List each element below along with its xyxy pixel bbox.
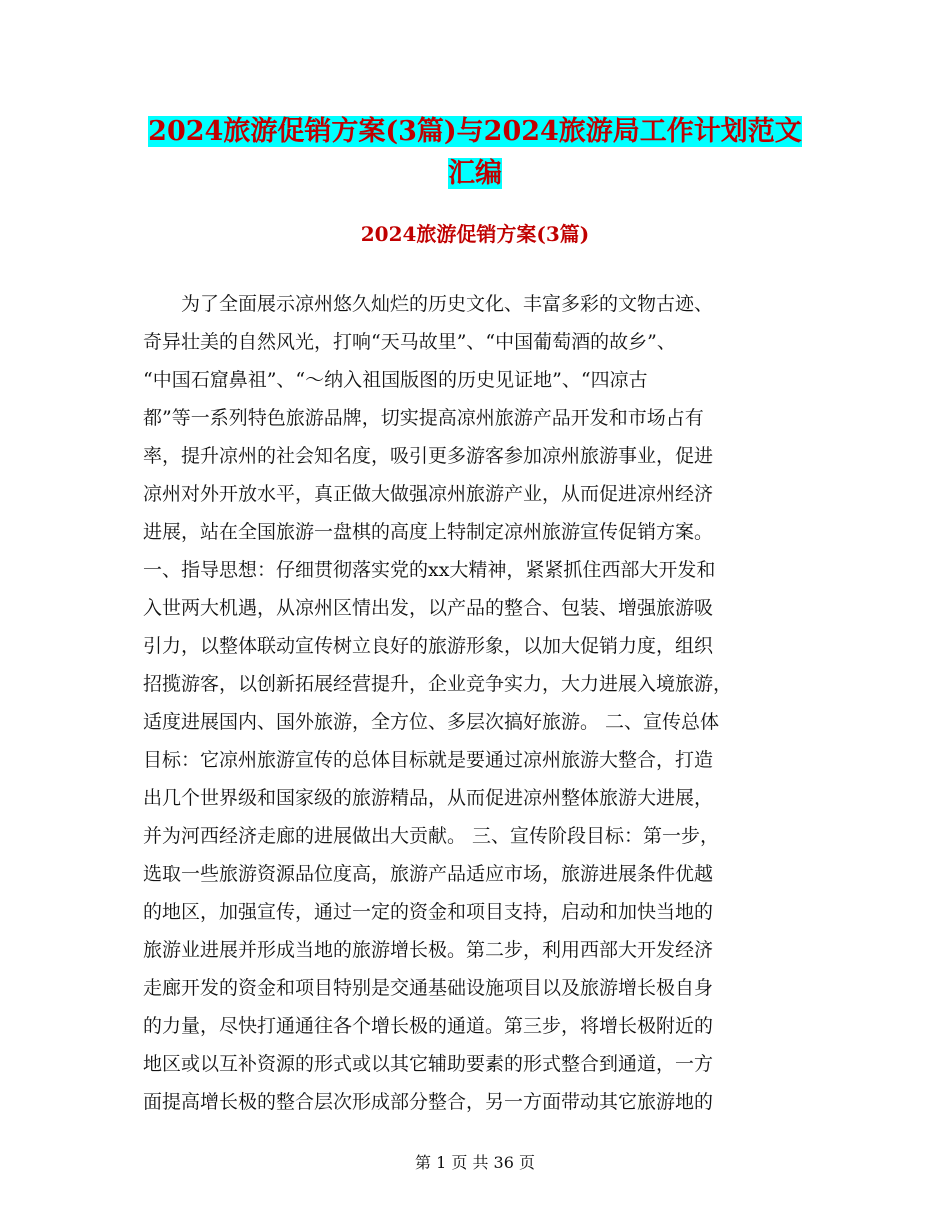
document-title-text-1: 2024旅游促销方案(3篇)与2024旅游局工作计划范文 (148, 116, 802, 147)
document-title-text-2: 汇编 (448, 158, 502, 189)
body-line: 的力量，尽快打通通往各个增长极的通道。第三步，将增长极附近的 (143, 1015, 714, 1037)
body-line: 目标：它凉州旅游宣传的总体目标就是要通过凉州旅游大整合，打造 (143, 749, 714, 771)
body-line: “中国石窟鼻祖”、“～纳入祖国版图的历史见证地”、“四凉古 (143, 369, 648, 391)
body-line: 旅游业进展并形成当地的旅游增长极。第二步，利用西部大开发经济 (143, 939, 714, 961)
body-line: 并为河西经济走廊的进展做出大贡献。 三、宣传阶段目标：第一步， (143, 825, 720, 847)
body-line: 率，提升凉州的社会知名度，吸引更多游客参加凉州旅游事业，促进 (143, 445, 714, 467)
body-line: 地区或以互补资源的形式或以其它辅助要素的形式整合到通道，一方 (143, 1053, 714, 1075)
document-title-line-1 (0, 111, 950, 153)
body-line: 都”等一系列特色旅游品牌，切实提高凉州旅游产品开发和市场占有 (143, 407, 704, 429)
body-line: 进展，站在全国旅游一盘棋的高度上特制定凉州旅游宣传促销方案。 (143, 521, 714, 543)
section-heading: 2024旅游促销方案(3篇) (360, 222, 590, 246)
body-line: 走廊开发的资金和项目特别是交通基础设施项目以及旅游增长极自身 (143, 977, 714, 999)
body-line: 招揽游客，以创新拓展经营提升，企业竞争实力，大力进展入境旅游， (143, 673, 733, 695)
body-line: 的地区，加强宣传，通过一定的资金和项目支持，启动和加快当地的 (143, 901, 714, 923)
body-line: 一、指导思想：仔细贯彻落实党的xx大精神，紧紧抓住西部大开发和 (143, 559, 716, 581)
page-footer: 第 1 页 共 36 页 (415, 1153, 535, 1172)
body-line: 适度进展国内、国外旅游，全方位、多层次搞好旅游。 二、宣传总体 (143, 711, 720, 733)
body-line: 入世两大机遇，从凉州区情出发，以产品的整合、包装、增强旅游吸 (143, 597, 714, 619)
body-line: 面提高增长极的整合层次形成部分整合，另一方面带动其它旅游地的 (143, 1091, 714, 1113)
body-line: 凉州对外开放水平，真正做大做强凉州旅游产业，从而促进凉州经济 (143, 483, 714, 505)
body-line: 选取一些旅游资源品位度高，旅游产品适应市场，旅游进展条件优越 (143, 863, 714, 885)
body-line: 奇异壮美的自然风光，打响“天马故里”、“中国葡萄酒的故乡”、 (143, 331, 676, 353)
body-line: 为了全面展示凉州悠久灿烂的历史文化、丰富多彩的文物古迹、 (143, 293, 714, 315)
body-line: 出几个世界级和国家级的旅游精品，从而促进凉州整体旅游大进展， (143, 787, 714, 809)
body-line: 引力，以整体联动宣传树立良好的旅游形象，以加大促销力度，组织 (143, 635, 714, 657)
document-title-line-2 (0, 153, 950, 195)
